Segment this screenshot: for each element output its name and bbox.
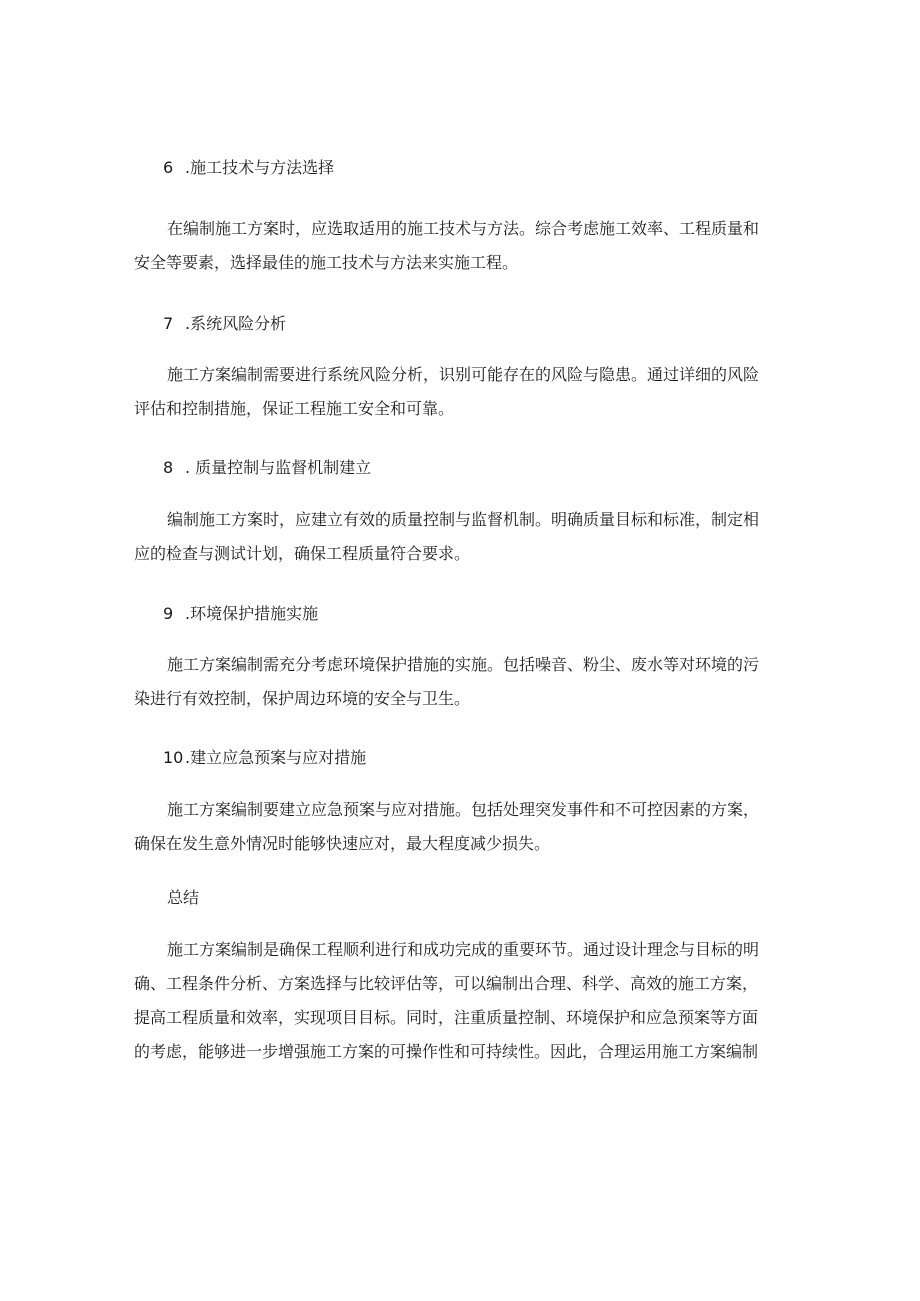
section-number: 8 bbox=[163, 458, 174, 477]
paragraph-line: 确、工程条件分析、方案选择与比较评估等，可以编制出合理、科学、高效的施工方案， bbox=[134, 974, 759, 993]
paragraph-line: 的考虑，能够进一步增强施工方案的可操作性和可持续性。因此，合理运用施工方案编制 bbox=[134, 1042, 759, 1061]
section-title: .施工技术与方法选择 bbox=[185, 158, 335, 177]
paragraph-line: 染进行有效控制，保护周边环境的安全与卫生。 bbox=[134, 689, 471, 708]
paragraph-line: 在编制施工方案时，应选取适用的施工技术与方法。综合考虑施工效率、工程质量和 bbox=[167, 219, 760, 238]
section-title: .建立应急预案与应对措施 bbox=[185, 748, 367, 767]
section-10-heading bbox=[163, 747, 366, 769]
summary-title: 总结 bbox=[167, 888, 200, 907]
section-9-heading bbox=[163, 603, 318, 625]
section-number: 6 bbox=[163, 158, 174, 177]
paragraph-line: 施工方案编制需充分考虑环境保护措施的实施。包括噪音、粉尘、废水等对环境的污 bbox=[167, 655, 760, 674]
section-title: . 质量控制与监督机制建立 bbox=[185, 458, 372, 477]
section-8-paragraph bbox=[134, 503, 798, 571]
paragraph-line: 施工方案编制需要进行系统风险分析，识别可能存在的风险与隐患。通过详细的风险 bbox=[167, 365, 760, 384]
section-8-heading bbox=[163, 457, 371, 479]
section-6-heading bbox=[163, 157, 334, 179]
section-7-heading bbox=[163, 313, 286, 335]
section-title: .系统风险分析 bbox=[185, 314, 287, 333]
section-number: 9 bbox=[163, 604, 174, 623]
section-7-paragraph bbox=[134, 358, 798, 426]
paragraph-line: 评估和控制措施，保证工程施工安全和可靠。 bbox=[134, 399, 455, 418]
section-10-paragraph bbox=[134, 793, 798, 861]
paragraph-line: 施工方案编制是确保工程顺利进行和成功完成的重要环节。通过设计理念与目标的明 bbox=[167, 940, 760, 959]
section-9-paragraph bbox=[134, 648, 798, 716]
paragraph-line: 确保在发生意外情况时能够快速应对，最大程度减少损失。 bbox=[134, 834, 551, 853]
summary-paragraph bbox=[134, 933, 798, 1069]
paragraph-line: 编制施工方案时，应建立有效的质量控制与监督机制。明确质量目标和标准，制定相 bbox=[167, 510, 760, 529]
paragraph-line: 安全等要素，选择最佳的施工技术与方法来实施工程。 bbox=[134, 253, 519, 272]
summary-heading bbox=[167, 887, 199, 909]
section-number: 10 bbox=[163, 748, 184, 767]
section-title: .环境保护措施实施 bbox=[185, 604, 319, 623]
paragraph-line: 提高工程质量和效率，实现项目目标。同时，注重质量控制、环境保护和应急预案等方面 bbox=[134, 1008, 759, 1027]
section-6-paragraph bbox=[134, 212, 798, 280]
section-number: 7 bbox=[163, 314, 174, 333]
paragraph-line: 应的检查与测试计划，确保工程质量符合要求。 bbox=[134, 544, 471, 563]
paragraph-line: 施工方案编制要建立应急预案与应对措施。包括处理突发事件和不可控因素的方案， bbox=[167, 800, 760, 819]
